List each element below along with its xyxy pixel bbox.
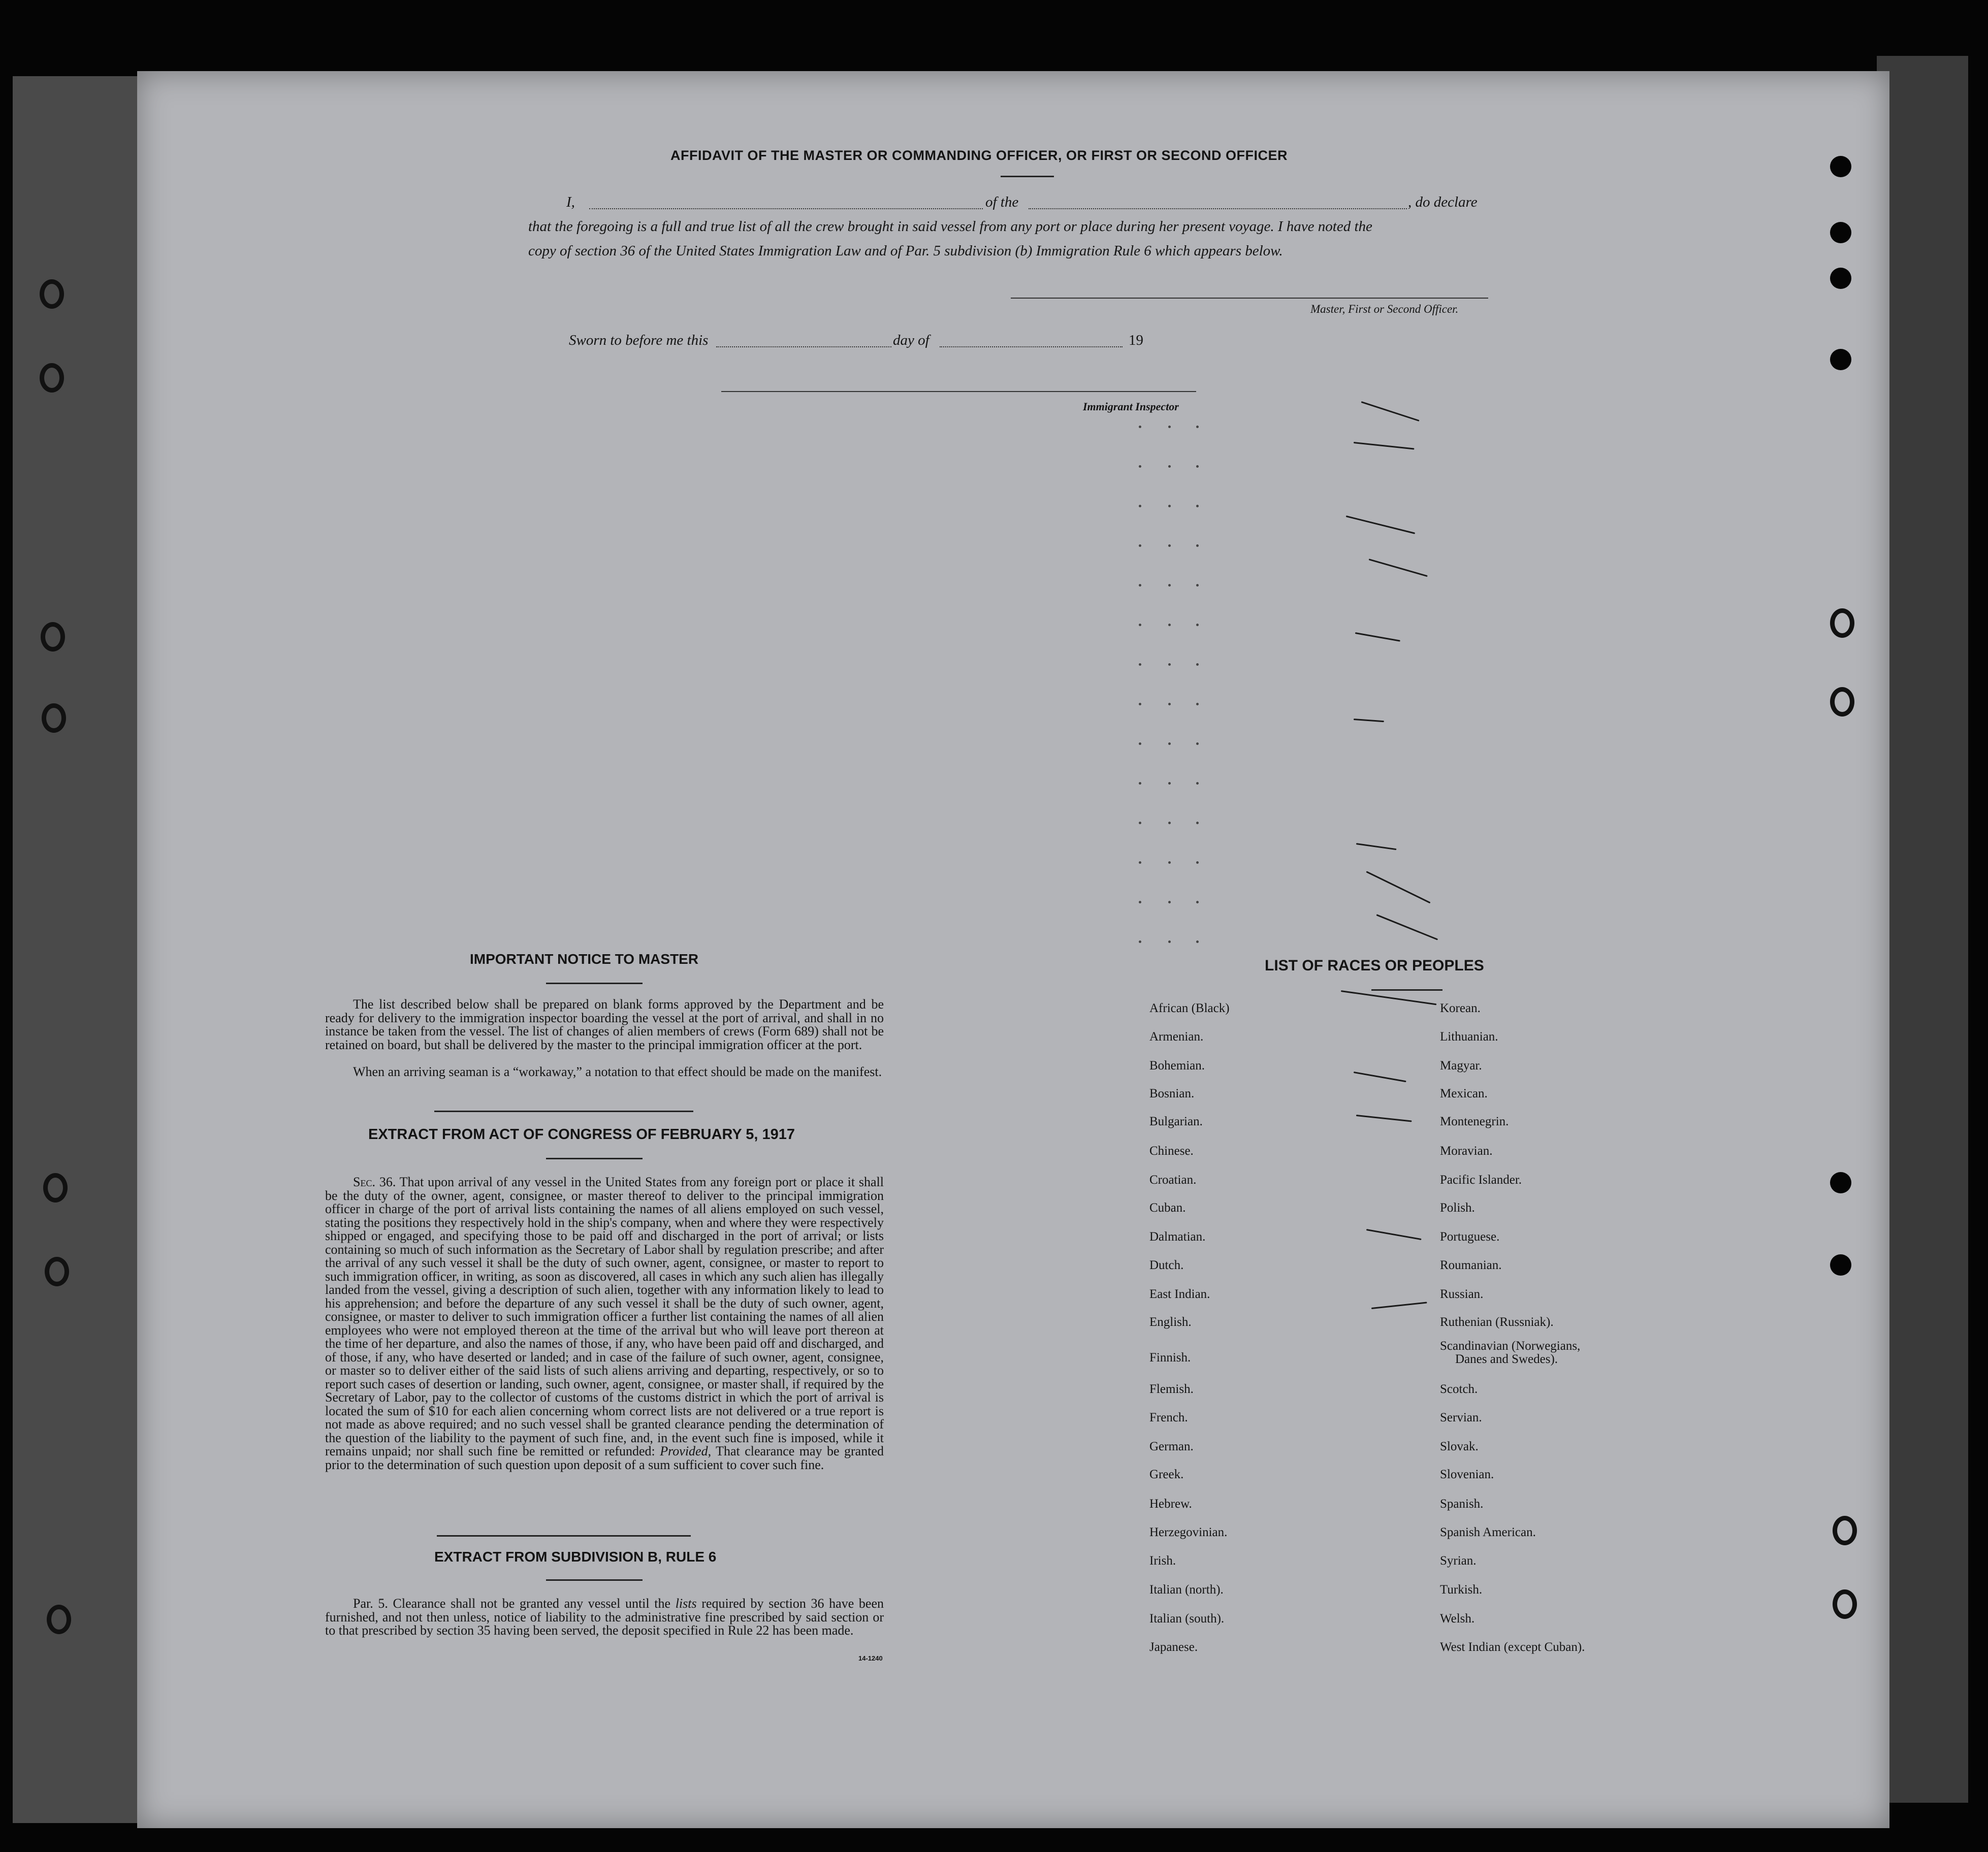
punch-hole: [42, 703, 66, 733]
left-race-item: Finnish.: [1149, 1351, 1191, 1364]
right-race-item: Polish.: [1440, 1201, 1475, 1215]
leader-dot: [1139, 544, 1141, 547]
left-binding-strip: [13, 76, 142, 1823]
proviso-label: Provided,: [660, 1444, 712, 1458]
punch-hole: [40, 363, 64, 393]
leader-dot: [1196, 901, 1199, 903]
left-race-item: East Indian.: [1149, 1287, 1210, 1301]
leader-dot: [1168, 584, 1171, 587]
leader-dot: [1168, 822, 1171, 824]
year-prefix: 19: [1129, 332, 1143, 348]
affidavit-line-2: that the foregoing is a full and true list of all the crew brought in said vessel from any port or place during her present voyage. I have noted the: [528, 218, 1372, 235]
left-race-item: Herzegovinian.: [1149, 1525, 1228, 1539]
punch-hole: [1830, 349, 1851, 370]
left-race-item: Cuban.: [1149, 1201, 1186, 1215]
officer-signature-caption: Master, First or Second Officer.: [1310, 303, 1459, 315]
leader-dot: [1196, 861, 1199, 864]
right-race-item: Russian.: [1440, 1287, 1484, 1301]
right-race-item: Mexican.: [1440, 1087, 1488, 1100]
rule-underline: [546, 1579, 643, 1581]
races-underline: [1371, 989, 1442, 991]
left-race-item: Flemish.: [1149, 1382, 1194, 1396]
proviso-text: That clearance may be granted prior to the determination of such question upon deposit of a sum sufficient to cover such fine.: [325, 1444, 884, 1472]
left-race-item: Greek.: [1149, 1468, 1184, 1481]
inspector-signature-line[interactable]: [721, 391, 1196, 392]
right-race-item: Slovenian.: [1440, 1468, 1494, 1481]
leader-dot: [1139, 901, 1141, 903]
rule-paragraph: [325, 1597, 884, 1638]
notice-paragraph-1: The list described below shall be prepared on blank forms approved by the Department and be ready for delivery to the immigration inspector boarding the vessel at the port of arrival, and shall in no instance be taken from the vessel. The list of changes of alien members of crews (Form 689) shall not be retained on board, but shall be delivered by the master to the principal immigration officer at the port.: [325, 997, 884, 1052]
races-heading: LIST OF RACES OR PEOPLES: [1265, 957, 1484, 974]
leader-dot: [1168, 663, 1171, 666]
left-race-item: Hebrew.: [1149, 1497, 1192, 1511]
leader-dot: [1196, 465, 1199, 468]
right-race-item: Montenegrin.: [1440, 1115, 1509, 1128]
act-heading: EXTRACT FROM ACT OF CONGRESS OF FEBRUARY 5, 1917: [368, 1126, 795, 1143]
leader-dot: [1196, 822, 1199, 824]
leader-dot: [1168, 505, 1171, 507]
day-of-label: day of: [893, 332, 929, 348]
notice-underline: [546, 983, 643, 984]
sworn-label: Sworn to before me this: [569, 332, 709, 348]
left-race-item: Irish.: [1149, 1554, 1176, 1568]
affidavit-line-3: copy of section 36 of the United States Immigration Law and of Par. 5 subdivision (b) Immigration Rule 6 which appears below.: [528, 243, 1283, 259]
left-race-item: Italian (south).: [1149, 1612, 1225, 1626]
heading-underline: [1001, 176, 1054, 177]
leader-dot: [1196, 940, 1199, 943]
affidavit-heading: AFFIDAVIT OF THE MASTER OR COMMANDING OFFICER, OR FIRST OR SECOND OFFICER: [670, 148, 1288, 163]
punch-hole: [1830, 222, 1851, 243]
form-sheet: [137, 71, 1889, 1828]
punch-hole: [45, 1257, 69, 1286]
race-continuation: Danes and Swedes).: [1455, 1352, 1558, 1366]
act-section-36: [325, 1176, 884, 1472]
leader-dot: [1139, 426, 1141, 428]
leader-dot: [1196, 663, 1199, 666]
sworn-day-blank[interactable]: [716, 346, 891, 347]
act-top-rule: [434, 1111, 693, 1112]
leader-dot: [1139, 584, 1141, 587]
officer-name-blank[interactable]: [589, 208, 983, 209]
punch-hole: [41, 622, 65, 652]
right-race-item: Portuguese.: [1440, 1230, 1500, 1244]
right-race-item: Roumanian.: [1440, 1258, 1502, 1272]
punch-hole: [40, 279, 64, 309]
right-race-item: Moravian.: [1440, 1144, 1493, 1158]
leader-dot: [1139, 940, 1141, 943]
right-race-item: Pacific Islander.: [1440, 1173, 1522, 1187]
leader-dot: [1139, 822, 1141, 824]
leader-dot: [1168, 861, 1171, 864]
punch-hole: [1833, 1516, 1857, 1545]
leader-dot: [1139, 782, 1141, 785]
leader-dot: [1168, 624, 1171, 626]
left-race-item: Chinese.: [1149, 1144, 1194, 1158]
leader-dot: [1168, 703, 1171, 705]
leader-dot: [1139, 465, 1141, 468]
affidavit-of-the: of the: [985, 194, 1019, 210]
rule-text-before: Par. 5. Clearance shall not be granted any vessel until the: [353, 1596, 671, 1611]
punch-hole: [1830, 1254, 1851, 1276]
leader-dot: [1196, 505, 1199, 507]
section-label: Sec.: [353, 1175, 375, 1189]
left-race-item: English.: [1149, 1315, 1192, 1329]
punch-hole: [1830, 156, 1851, 177]
leader-dot: [1196, 544, 1199, 547]
leader-dot: [1168, 465, 1171, 468]
left-race-item: Croatian.: [1149, 1173, 1197, 1187]
leader-dot: [1139, 624, 1141, 626]
right-race-item: Spanish.: [1440, 1497, 1484, 1511]
affidavit-do-declare: , do declare: [1408, 194, 1478, 210]
inspector-caption: Immigrant Inspector: [1083, 400, 1179, 413]
right-race-item: Lithuanian.: [1440, 1030, 1498, 1044]
leader-dot: [1139, 505, 1141, 507]
leader-dot: [1196, 742, 1199, 745]
leader-dot: [1196, 624, 1199, 626]
affidavit-i: I,: [566, 194, 575, 210]
leader-dot: [1139, 861, 1141, 864]
punch-hole: [1830, 687, 1854, 717]
leader-dot: [1139, 703, 1141, 705]
leader-dot: [1168, 426, 1171, 428]
leader-dot: [1139, 663, 1141, 666]
form-number: 14-1240: [858, 1654, 883, 1662]
leader-dot: [1168, 544, 1171, 547]
right-race-item: Slovak.: [1440, 1440, 1479, 1453]
right-race-item: Turkish.: [1440, 1583, 1483, 1597]
punch-hole: [1830, 1172, 1851, 1193]
officer-signature-line[interactable]: [1011, 298, 1488, 299]
rule-text-after: required by section 36 have been furnished, and not then unless, notice of liability to the administrative fine prescribed by said section or to that prescribed by section 35 having been served, the deposit specified in Rule 22 has been made.: [325, 1596, 884, 1638]
left-race-item: Bosnian.: [1149, 1087, 1195, 1100]
left-race-item: Bulgarian.: [1149, 1115, 1203, 1128]
rule-heading: EXTRACT FROM SUBDIVISION B, RULE 6: [434, 1549, 717, 1565]
leader-dot: [1196, 584, 1199, 587]
leader-dot: [1168, 940, 1171, 943]
act-underline: [546, 1158, 643, 1159]
right-race-item: Korean.: [1440, 1001, 1481, 1015]
punch-hole: [1830, 268, 1851, 289]
right-race-item: Syrian.: [1440, 1554, 1477, 1568]
right-race-item: Servian.: [1440, 1411, 1482, 1424]
right-race-item: Welsh.: [1440, 1612, 1475, 1626]
sworn-month-blank[interactable]: [940, 346, 1123, 347]
vessel-name-blank[interactable]: [1029, 208, 1407, 209]
leader-dot: [1168, 782, 1171, 785]
notice-paragraph-2: When an arriving seaman is a “workaway,” a notation to that effect should be made on the manifest.: [353, 1064, 882, 1079]
punch-hole: [47, 1605, 71, 1634]
right-race-item: Ruthenian (Russniak).: [1440, 1315, 1554, 1329]
leader-dot: [1196, 782, 1199, 785]
left-race-item: German.: [1149, 1440, 1194, 1453]
left-race-item: French.: [1149, 1411, 1188, 1424]
leader-dot: [1168, 901, 1171, 903]
act-section-text: 36. That upon arrival of any vessel in the United States from any foreign port or place it shall be the duty of the owner, agent, consignee, or master thereof to deliver to the principal immigration officer in charge of the port of arrival lists containing the names of all aliens employed on such vessel, stating the positions they respectively hold in the ship's company, when and where they were respectively shipped or engaged, and specifying those to be paid off and discharged in the port of arrival; or lists containing so much of such information as the Secretary of Labor shall by regulation prescribe; and after the arrival of any such vessel it shall be the duty of such owner, agent, consignee, or master to report to such immigration officer, in writing, as soon as discovered, all cases in which any such alien has illegally landed from the vessel, giving a description of such alien, together with any information likely to lead to his apprehension; and before the departure of any such vessel it shall be the duty of such owner, agent, consignee, or master to deliver to such immigration officer a further list containing the names of all alien employees who were not employed thereon at the time of the arrival but who will leave port thereon at the time of her departure, and also the names of those, if any, who have been paid off and discharged, and of those, if any, who have deserted or landed; and in case of the failure of such owner, agent, consignee, or master so to deliver either of the said lists of such aliens arriving and departing, respectively, or so to report such cases of desertion or landing, such owner, agent, consignee, or master shall, if required by the Secretary of Labor, pay to the collector of customs of the customs district in which the port of arrival is located the sum of $10 for each alien concerning whom correct lists are not delivered or a true report is not made as above required; and no such vessel shall be granted clearance pending the determination of the question of the liability to the payment of such fine, and, in the event such fine is imposed, while it remains unpaid; nor shall such fine be remitted or refunded:: [325, 1175, 884, 1458]
right-race-item: Spanish American.: [1440, 1525, 1536, 1539]
leader-dot: [1168, 742, 1171, 745]
rule-top-rule: [437, 1535, 691, 1537]
punch-hole: [1833, 1589, 1857, 1619]
punch-hole: [43, 1173, 68, 1203]
left-race-item: Dalmatian.: [1149, 1230, 1206, 1244]
leader-dot: [1196, 426, 1199, 428]
right-race-item: Scotch.: [1440, 1382, 1478, 1396]
punch-hole: [1830, 608, 1854, 638]
rule-lists-word: lists: [675, 1596, 697, 1611]
leader-dot: [1139, 742, 1141, 745]
left-race-item: Bohemian.: [1149, 1059, 1205, 1073]
right-race-item: West Indian (except Cuban).: [1440, 1640, 1585, 1654]
notice-heading: IMPORTANT NOTICE TO MASTER: [470, 951, 699, 967]
left-race-item: Armenian.: [1149, 1030, 1204, 1044]
right-race-item: Scandinavian (Norwegians,: [1440, 1339, 1581, 1353]
right-race-item: Magyar.: [1440, 1059, 1482, 1073]
left-race-item: Italian (north).: [1149, 1583, 1224, 1597]
left-race-item: African (Black): [1149, 1001, 1230, 1015]
right-binding-strip: [1877, 56, 1968, 1803]
leader-dot: [1196, 703, 1199, 705]
left-race-item: Japanese.: [1149, 1640, 1198, 1654]
left-race-item: Dutch.: [1149, 1258, 1184, 1272]
